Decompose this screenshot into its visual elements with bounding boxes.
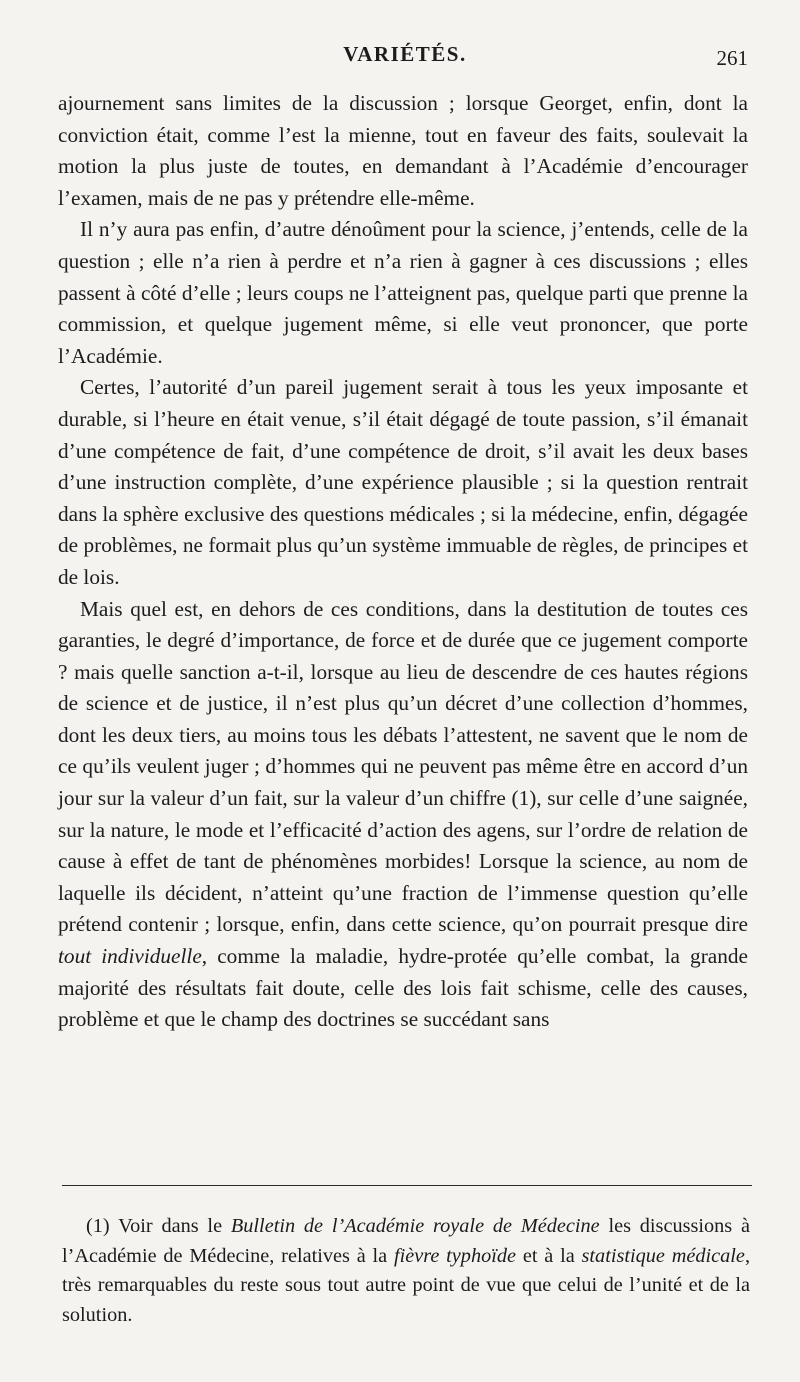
- running-header: [60, 42, 750, 76]
- body-text: [58, 88, 748, 1036]
- paragraph-3: [58, 372, 748, 593]
- footnote-text: [62, 1212, 750, 1330]
- text-run: ajournement sans limites de la discussion ; lorsque Georget, enfin, dont la conviction était, comme l’est la mienne, tout en faveur des faits, soulevait la motion la plus juste de toutes, en demandant à l’Académie d’encourager l’examen, mais de ne pas y prétendre elle-même.: [58, 91, 748, 210]
- footnote-run: (1) Voir dans le: [86, 1215, 231, 1237]
- page-number: 261: [716, 46, 748, 70]
- footnote-italic-run: Bulletin de l’Académie royale de Médecine: [230, 1215, 600, 1237]
- footnote-run: , très remarquables du reste sous tout autre point de vue que celui de l’unité et de la solution.: [62, 1244, 751, 1326]
- text-run: Mais quel est, en dehors de ces conditions, dans la destitution de toutes ces garanties, le degré d’importance, de force et de durée que ce jugement comporte ? mais quelle sanction a-t-il, lorsque au lieu de descendre de ces hautes régions de science et de justice, il n’est plus qu’un décret d’une collection d’hommes, dont les deux tiers, au moins tous les débats l’attestent, ne savent que le nom de ce qu’ils veulent juger ; d’hommes qui ne peuvent pas même être en accord d’un jour sur la valeur d’un fait, sur la valeur d’un chiffre (1), sur celle d’une saignée, sur la nature, le mode et l’efficacité d’action des agens, sur l’ordre de relation de cause à effet de tant de phénomènes morbides! Lorsque la science, au nom de laquelle ils décident, n’atteint qu’une fraction de l’immense question qu’elle prétend contenir ; lorsque, enfin, dans cette science, qu’on pourrait presque dire: [58, 596, 748, 937]
- footnote-italic-run: statistique médicale: [581, 1244, 745, 1267]
- text-italic-run: tout individuelle: [58, 944, 202, 969]
- footnote: [62, 1212, 750, 1330]
- text-run: Certes, l’autorité d’un pareil jugement serait à tous les yeux imposante et durable, si l’heure en était venue, s’il était dégagé de toute passion, s’il émanait d’une compétence de fait, d’une compétence de droit, s’il avait les deux bases d’une instruction complète, d’une expérience plausible ; si la question rentrait dans la sphère exclusive des questions médicales ; si la médecine, enfin, dégagée de problèmes, ne formait plus qu’un système immuable de règles, de principes et de lois.: [58, 375, 748, 589]
- footnote-run: les discussions à l’Académie de Médecine, relatives à la: [62, 1215, 750, 1267]
- text-run: Il n’y aura pas enfin, d’autre dénoûment pour la science, j’entends, celle de la question ; elle n’a rien à perdre et n’a rien à gagner à ces discussions ; elles passent à côté d’elle ; leurs coups ne l’atteignent pas, quelque parti que prenne la commission, et quelque jugement même, si elle veut prononcer, que porte l’Académie.: [58, 217, 748, 368]
- running-title: VARIÉTÉS.: [343, 42, 467, 66]
- footnote-divider: [62, 1185, 752, 1186]
- paragraph-1: [58, 88, 748, 214]
- footnote-italic-run: fièvre typhoïde: [393, 1244, 517, 1267]
- footnote-run: et à la: [516, 1244, 582, 1267]
- text-run: , comme la maladie, hydre-protée qu’elle combat, la grande majorité des résultats fait doute, celle des lois fait schisme, celle des causes, problème et que le champ des doctrines se succédant sans: [58, 944, 748, 1032]
- paragraph-4: [58, 594, 748, 1036]
- paragraph-2: [58, 214, 748, 372]
